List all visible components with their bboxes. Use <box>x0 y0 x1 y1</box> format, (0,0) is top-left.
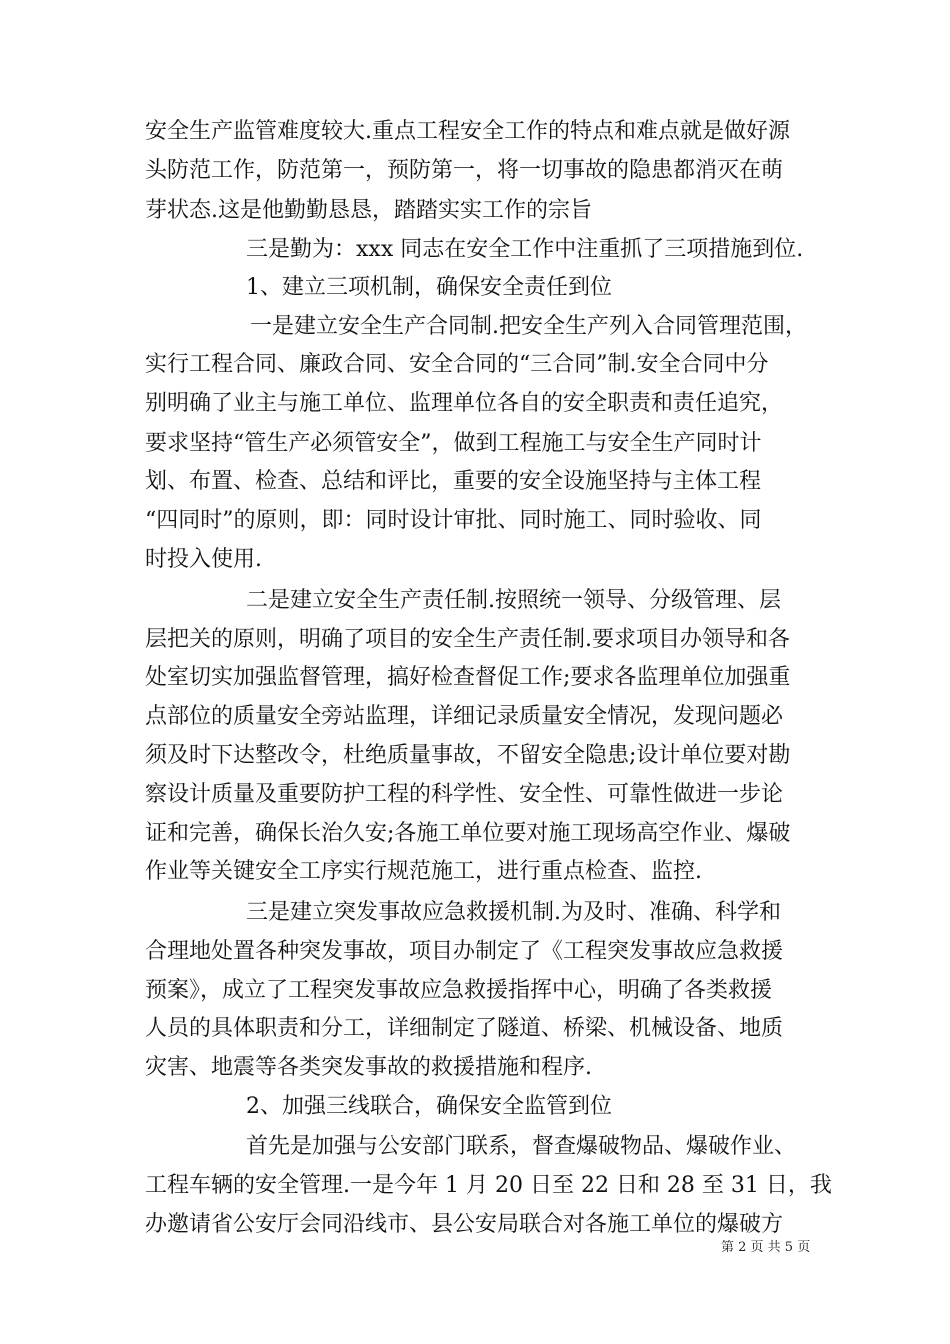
body-text-line: 灾害、地震等各类突发事故的救援措施和程序. <box>145 1055 592 1080</box>
body-text-line: 安全生产监管难度较大.重点工程安全工作的特点和难点就是做好源 <box>145 119 790 144</box>
page-number-footer: 第 2 页 共 5 页 <box>721 1240 811 1255</box>
body-text-line: 办邀请省公安厅会同沿线市、县公安局联合对各施工单位的爆破方 <box>145 1212 784 1237</box>
body-text-line: “四同时”的原则，即：同时设计审批、同时施工、同时验收、同 <box>145 508 762 533</box>
body-text-line: 工程车辆的安全管理.一是今年 1 月 20 日至 22 日和 28 至 31 日，我 <box>145 1173 832 1198</box>
section-heading: 2、加强三线联合，确保安全监管到位 <box>246 1094 612 1119</box>
body-text-line: 作业等关键安全工序实行规范施工，进行重点检查、监控. <box>145 859 702 884</box>
body-text-line: 划、布置、检查、总结和评比，重要的安全设施坚持与主体工程 <box>145 469 762 494</box>
body-text-line: 须及时下达整改令，杜绝质量事故，不留安全隐患;设计单位要对勘 <box>145 743 791 768</box>
section-heading: 1、建立三项机制，确保安全责任到位 <box>246 275 612 300</box>
body-text-line: 头防范工作，防范第一，预防第一，将一切事故的隐患都消灭在萌 <box>145 158 784 183</box>
body-text-line: 时投入使用. <box>145 547 262 572</box>
paragraph-start: 一是建立安全生产合同制.把安全生产列入合同管理范围， <box>250 314 807 339</box>
body-text-line: 察设计质量及重要防护工程的科学性、安全性、可靠性做进一步论 <box>145 782 784 807</box>
body-text-line: 芽状态.这是他勤勤恳恳，踏踏实实工作的宗旨 <box>145 198 592 223</box>
body-text-line: 人员的具体职责和分工，详细制定了隧道、桥梁、机械设备、地质 <box>145 1016 784 1041</box>
body-text-line: 证和完善，确保长治久安;各施工单位要对施工现场高空作业、爆破 <box>145 821 791 846</box>
body-text-line: 合理地处置各种突发事故，项目办制定了《工程突发事故应急救援 <box>145 939 784 964</box>
paragraph-start: 首先是加强与公安部门联系，督查爆破物品、爆破作业、 <box>246 1134 797 1159</box>
body-text-line: 点部位的质量安全旁站监理，详细记录质量安全情况，发现问题必 <box>145 704 784 729</box>
paragraph-start: 三是建立突发事故应急救援机制.为及时、准确、科学和 <box>246 900 781 925</box>
body-text-line: 层把关的原则，明确了项目的安全生产责任制.要求项目办领导和各 <box>145 627 790 652</box>
body-text-line: 别明确了业主与施工单位、监理单位各自的安全职责和责任追究， <box>145 391 784 416</box>
body-text-line: 预案》，成立了工程突发事故应急救援指挥中心，明确了各类救援 <box>145 978 773 1003</box>
body-text-line: 三是勤为：xxx 同志在安全工作中注重抓了三项措施到位. <box>246 237 804 262</box>
body-text-line: 要求坚持“管生产必须管安全”，做到工程施工与安全生产同时计 <box>145 431 762 456</box>
paragraph-start: 二是建立安全生产责任制.按照统一领导、分级管理、层 <box>246 588 781 613</box>
body-text-line: 实行工程合同、廉政合同、安全合同的“三合同”制.安全合同中分 <box>145 352 769 377</box>
body-text-line: 处室切实加强监督管理，搞好检查督促工作;要求各监理单位加强重 <box>145 665 791 690</box>
